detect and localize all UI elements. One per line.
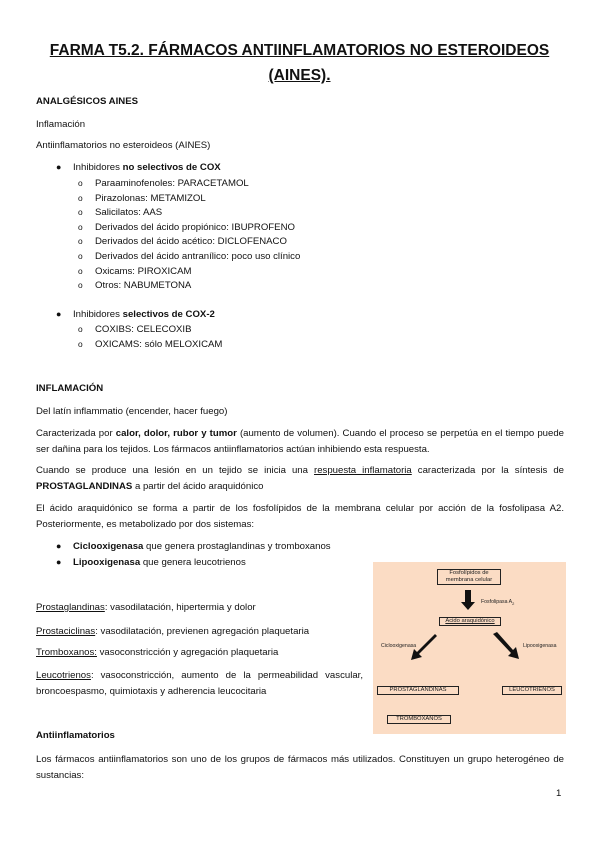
sub-bullet-icon: o bbox=[78, 192, 83, 203]
list-item: COXIBS: CELECOXIB bbox=[95, 324, 192, 335]
sub-bullet-icon: o bbox=[78, 178, 83, 188]
sys2-bold: Lipooxigenasa bbox=[73, 557, 141, 568]
line-aines: Antiinflamatorios no esteroideos (AINES) bbox=[36, 140, 211, 151]
paragraph-lesion bbox=[36, 463, 564, 494]
arachidonic-pathway-diagram bbox=[373, 562, 566, 734]
section-heading-analgesicos: ANALGÉSICOS AINES bbox=[36, 96, 138, 107]
effect-tromboxanos bbox=[36, 646, 278, 659]
group1-bold: no selectivos de COX bbox=[122, 162, 221, 173]
bullet-icon: ● bbox=[56, 162, 62, 172]
p2-a: Cuando se produce una lesión en un tejido se inicia una bbox=[36, 465, 315, 476]
p1-bold: calor, dolor, rubor y tumor bbox=[115, 428, 237, 439]
label-ciclooxigenasa: Ciclooxigenasa bbox=[381, 643, 417, 649]
box-leucotrienos: LEUCOTRIENOS bbox=[502, 686, 562, 695]
sub-bullet-icon: o bbox=[78, 236, 83, 247]
list-item: Pirazolonas: METAMIZOL bbox=[95, 192, 206, 204]
p1-c: (aumento de volumen). Cuando el proceso se perpetúa en el tiempo puede ser dañina para los tejidos. Los fármacos antiinflamatorios actúan inhibiendo esta respuesta. bbox=[36, 428, 565, 455]
etymology-line: Del latín inflammatio (encender, hacer fuego) bbox=[36, 406, 228, 417]
arrow-down-icon bbox=[461, 590, 475, 610]
section-heading-inflamacion: INFLAMACIÓN bbox=[36, 383, 104, 394]
bullet-icon: ● bbox=[56, 557, 62, 567]
p2-bold: PROSTAGLANDINAS bbox=[36, 480, 133, 492]
list-item: Derivados del ácido acético: DICLOFENACO bbox=[95, 236, 287, 248]
box-prostaglandinas: PROSTAGLANDINAS bbox=[377, 686, 459, 695]
line-inflamacion: Inflamación bbox=[36, 119, 86, 130]
sys1-bold: Ciclooxigenasa bbox=[73, 541, 144, 552]
lt-label: Leucotrienos bbox=[36, 670, 91, 681]
p1-a: Caracterizada por bbox=[36, 428, 116, 439]
list-item: Oxicams: PIROXICAM bbox=[95, 265, 192, 277]
pc-label: Prostaciclinas bbox=[36, 626, 96, 637]
list-item: Otros: NABUMETONA bbox=[95, 280, 192, 292]
tx-text: vasoconstricción y agregación plaquetaria bbox=[96, 647, 279, 658]
enzyme-sub: 2 bbox=[512, 601, 515, 607]
list-item: OXICAMS: sólo MELOXICAM bbox=[95, 339, 223, 350]
box-fosfolipidos: Fosfolípidos de membrana celular bbox=[437, 569, 501, 585]
sub-bullet-icon: o bbox=[78, 324, 83, 334]
paragraph-caracterizada bbox=[36, 426, 564, 457]
label-lipooxigenasa: Lipooxigenasa bbox=[523, 643, 557, 649]
pg-text: : vasodilatación, hipertermia y dolor bbox=[104, 602, 256, 613]
list-item: Derivados del ácido propiónico: IBUPROFENO bbox=[95, 221, 295, 233]
section-heading-antiinflamatorios: Antiinflamatorios bbox=[36, 730, 115, 741]
sub-bullet-icon: o bbox=[78, 221, 83, 232]
page-number: 1 bbox=[556, 788, 562, 799]
group2-title bbox=[73, 308, 215, 321]
pc-text: : vasodilatación, previenen agregación plaquetaria bbox=[95, 626, 310, 637]
sub-bullet-icon: o bbox=[78, 280, 83, 291]
list-item: Derivados del ácido antranílico: poco uso clínico bbox=[95, 251, 301, 262]
effect-prostaglandinas bbox=[36, 601, 256, 614]
sub-bullet-icon: o bbox=[78, 251, 83, 261]
box-tromboxanos: TROMBOXANOS bbox=[387, 715, 451, 724]
p2-underline: respuesta inflamatoria bbox=[314, 465, 412, 476]
lt-text: : vasoconstricción, aumento de la permeabilidad vascular, broncoespasmo, quimiotaxis y adherencia leucocitaria bbox=[36, 670, 363, 697]
sys2-rest: que genera leucotrienos bbox=[140, 557, 246, 568]
group2-bold: selectivos de COX-2 bbox=[122, 309, 215, 320]
pg-label: Prostaglandinas bbox=[36, 602, 105, 613]
box-acido-araquidonico: Ácido araquidónico bbox=[439, 617, 501, 626]
sub-bullet-icon: o bbox=[78, 339, 83, 349]
effect-leucotrienos bbox=[36, 668, 363, 699]
bullet-icon: ● bbox=[56, 309, 62, 319]
system-ciclooxigenasa bbox=[73, 540, 331, 553]
list-item: Salicilatos: AAS bbox=[95, 207, 163, 219]
list-item: Paraaminofenoles: PARACETAMOL bbox=[95, 178, 249, 189]
group2-prefix: Inhibidores bbox=[73, 309, 123, 320]
sub-bullet-icon: o bbox=[78, 265, 83, 276]
group1-prefix: Inhibidores bbox=[73, 162, 123, 173]
system-lipooxigenasa bbox=[73, 556, 246, 569]
sys1-rest: que genera prostaglandinas y tromboxanos bbox=[143, 541, 331, 552]
arrow-right-icon bbox=[493, 632, 519, 659]
enzyme-text: Fosfolipasa A bbox=[481, 599, 513, 605]
effect-prostaciclinas bbox=[36, 625, 309, 638]
p2-c: a partir del ácido araquidónico bbox=[132, 480, 264, 492]
paragraph-antiinflamatorios: Los fármacos antiinflamatorios son uno de los grupos de fármacos más utilizados. Constituyen un grupo heterogéneo de sustancias: bbox=[36, 754, 564, 781]
group1-title bbox=[73, 161, 221, 174]
label-fosfolipasa bbox=[481, 599, 514, 607]
sub-bullet-icon: o bbox=[78, 207, 83, 218]
document-title: FARMA T5.2. FÁRMACOS ANTIINFLAMATORIOS NO ESTEROIDEOS (AINES). bbox=[49, 42, 550, 84]
p2-b: caracterizada por la síntesis de bbox=[411, 465, 564, 476]
tx-label: Tromboxanos: bbox=[36, 647, 97, 658]
paragraph-acido: El ácido araquidónico se forma a partir de los fosfolípidos de la membrana celular por acción de la fosfolipasa A2. Posteriormente, es metabolizado por dos sistemas: bbox=[36, 503, 564, 530]
bullet-icon: ● bbox=[56, 541, 62, 551]
